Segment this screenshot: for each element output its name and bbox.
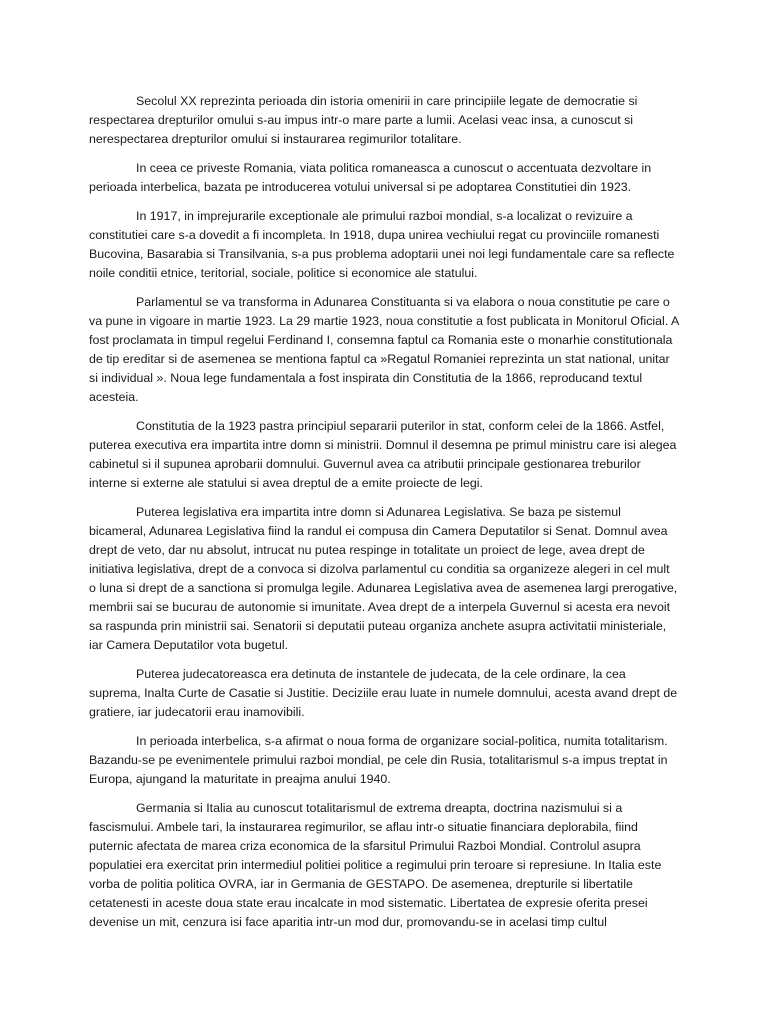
- paragraph-5: Constitutia de la 1923 pastra principiul separarii puterilor in stat, conform celei de la 1866. Astfel, puterea executiva era impartita intre domn si ministrii. Domnul il desemna pe primul ministru care isi alegea cabinetul si il supunea aprobarii domnului. Guvernul avea ca atributii principale gestionarea treburilor interne si externe ale statului si avea dreptul de a emite proiecte de legi.: [89, 419, 677, 490]
- paragraph-6: Puterea legislativa era impartita intre domn si Adunarea Legislativa. Se baza pe sistemul bicameral, Adunarea Legislativa fiind la randul ei compusa din Camera Deputatilor si Senat. Domnul avea drept de veto, dar nu absolut, intrucat nu putea respinge in totalitate un proiect de lege, avea drept de initiativa legislativa, drept de a convoca si dizolva parlamentul cu conditia sa organizeze alegeri in cel mult o luna si drept de a sanctiona si promulga legile. Adunarea Legislativa avea de asemenea largi prerogative, membrii sai se bucurau de autonomie si imunitate. Avea drept de a interpela Guvernul si acesta era nevoit sa raspunda prin ministrii sai. Senatorii si deputatii puteau organiza anchete asupra activitatii ministeriale, iar Camera Deputatilor vota bugetul.: [89, 505, 678, 652]
- paragraph-1: Secolul XX reprezinta perioada din istoria omenirii in care principiile legate de democratie si respectarea drepturilor omului s-au impus intr-o mare parte a lumii. Acelasi veac insa, a cunoscut si nerespectarea drepturilor omului si instaurarea regimurilor totalitare.: [89, 94, 638, 146]
- paragraph-8: In perioada interbelica, s-a afirmat o noua forma de organizare social-politica, numita totalitarism. Bazandu-se pe evenimentele primului razboi mondial, pe cele din Rusia, totalitarismul s-a impus treptat in Europa, ajungand la maturitate in preajma anului 1940.: [89, 734, 668, 786]
- paragraph-2: In ceea ce priveste Romania, viata politica romaneasca a cunoscut o accentuata dezvoltare in perioada interbelica, bazata pe introducerea votului universal si pe adoptarea Constitutiei din 1923.: [89, 161, 652, 194]
- paragraph-7: Puterea judecatoreasca era detinuta de instantele de judecata, de la cele ordinare, la cea suprema, Inalta Curte de Casatie si Justitie. Deciziile erau luate in numele domnului, acesta avand drept de gratiere, iar judecatorii erau inamovibili.: [89, 667, 678, 719]
- document-body: [89, 92, 679, 942]
- paragraph-3: In 1917, in imprejurarile exceptionale ale primului razboi mondial, s-a localizat o revizuire a constitutiei care s-a dovedit a fi incompleta. In 1918, dupa unirea vechiului regat cu provinciile romanesti Bucovina, Basarabia si Transilvania, s-a pus problema adoptarii unei noi legi fundamentale care sa reflecte noile conditii etnice, teritorial, sociale, politice si economice ale statului.: [89, 209, 675, 280]
- paragraph-9: Germania si Italia au cunoscut totalitarismul de extrema dreapta, doctrina nazismului si a fascismului. Ambele tari, la instaurarea regimurilor, se aflau intr-o situatie financiara deplorabila, fiind puternic afectata de marea criza economica de la sfarsitul Primului Razboi Mondial. Controlul asupra populatiei era exercitat prin intermediul politiei politice a regimului prin teroare si represiune. In Italia este vorba de politia politica OVRA, iar in Germania de GESTAPO. De asemenea, drepturile si libertatile cetatenesti in aceste doua state erau incalcate in mod sistematic. Libertatea de expresie oferita presei devenise un mit, cenzura isi face aparitia intr-un mod dur, promovandu-se in acelasi timp cultul: [89, 801, 662, 929]
- paragraph-4: Parlamentul se va transforma in Adunarea Constituanta si va elabora o noua constitutie pe care o va pune in vigoare in martie 1923. La 29 martie 1923, noua constitutie a fost publicata in Monitorul Oficial. A fost proclamata in timpul regelui Ferdinand I, consemna faptul ca Romania este o monarhie constitutionala de tip ereditar si de asemenea se mentiona faptul ca »Regatul Romaniei reprezinta un stat national, unitar si individual ». Noua lege fundamentala a fost inspirata din Constitutia de la 1866, reproducand textul acesteia.: [89, 295, 679, 404]
